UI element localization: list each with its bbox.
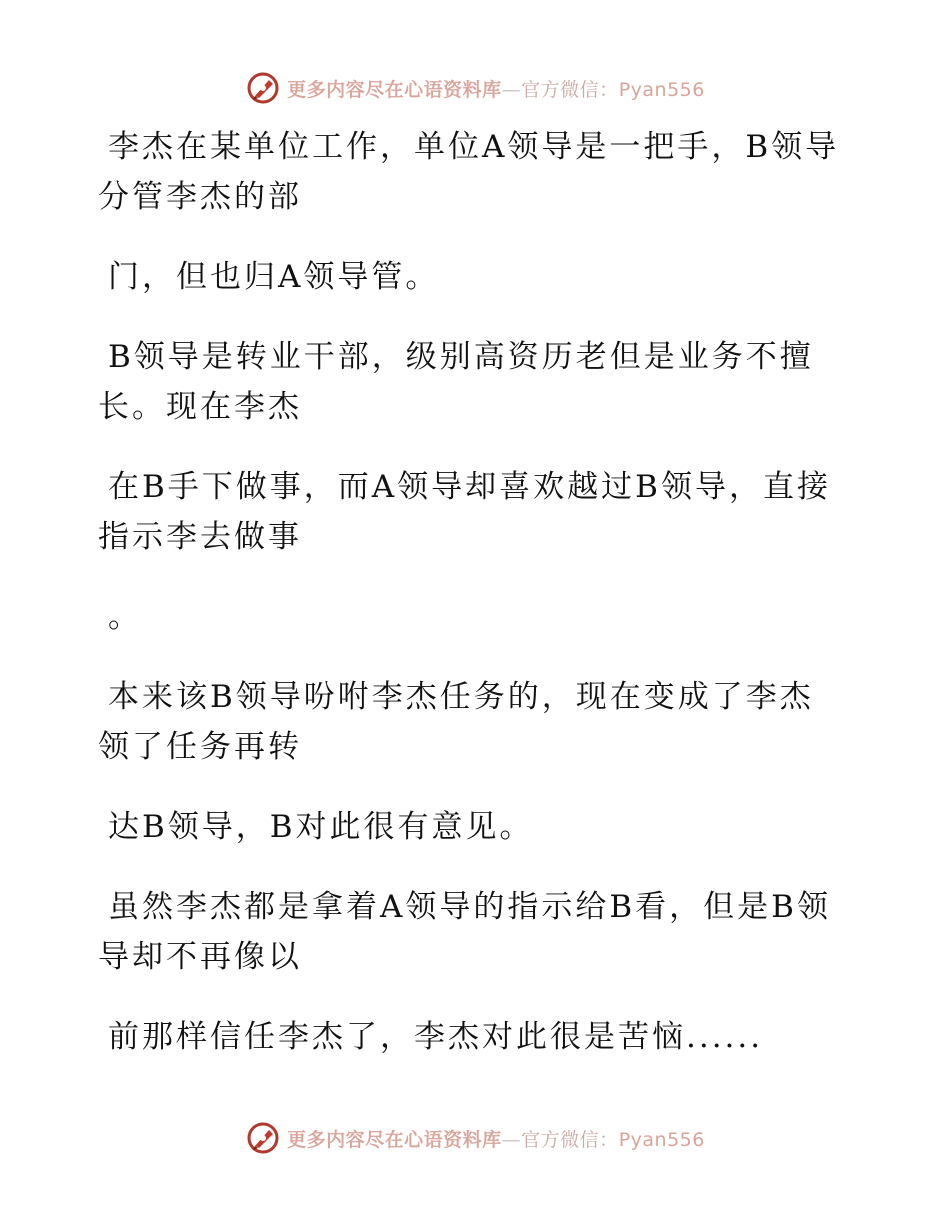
paragraph-line: 导却不再像以: [98, 939, 302, 975]
paragraph-line: 指示李去做事: [98, 519, 302, 555]
paragraph-2: [98, 252, 858, 302]
banner-dash: —: [501, 1128, 522, 1151]
paragraph-4: [98, 462, 858, 562]
banner-main-text: 更多内容尽在心语资料库: [287, 1128, 502, 1151]
banner-text: [287, 75, 705, 102]
paragraph-line: 李杰在某单位工作，单位A领导是一把手，B领导: [108, 129, 840, 165]
paragraph-line: 领了任务再转: [98, 729, 302, 765]
paragraph-line: 长。现在李杰: [98, 389, 302, 425]
paragraph-line: 。: [108, 599, 142, 635]
paragraph-line: 本来该B领导吩咐李杰任务的，现在变成了李杰: [108, 679, 814, 715]
paragraph-1: [98, 122, 858, 222]
banner-wechat-id: Pyan556: [618, 78, 705, 101]
banner-main-text: 更多内容尽在心语资料库: [287, 78, 502, 101]
pen-logo-icon: [245, 70, 281, 106]
paragraph-line: 前那样信任李杰了，李杰对此很是苦恼......: [108, 1019, 764, 1055]
document-body: [98, 122, 858, 1092]
paragraph-5: [98, 592, 858, 642]
header-banner: [0, 70, 950, 106]
paragraph-line: 虽然李杰都是拿着A领导的指示给B看，但是B领: [108, 889, 831, 925]
banner-wechat-id: Pyan556: [618, 1128, 705, 1151]
footer-banner: [0, 1120, 950, 1156]
banner-wechat-label: 官方微信：: [521, 78, 619, 101]
banner-text: [287, 1125, 705, 1152]
paragraph-line: 分管李杰的部: [98, 179, 302, 215]
paragraph-8: [98, 882, 858, 982]
paragraph-3: [98, 332, 858, 432]
paragraph-line: 门，但也归A领导管。: [108, 259, 440, 295]
pen-logo-icon: [245, 1120, 281, 1156]
paragraph-6: [98, 672, 858, 772]
paragraph-line: 在B手下做事，而A领导却喜欢越过B领导，直接: [108, 469, 831, 505]
paragraph-line: B领导是转业干部，级别高资历老但是业务不擅: [108, 339, 814, 375]
paragraph-7: [98, 802, 858, 852]
paragraph-9: [98, 1012, 858, 1062]
banner-dash: —: [501, 78, 522, 101]
paragraph-line: 达B领导，B对此很有意见。: [108, 809, 534, 845]
banner-wechat-label: 官方微信：: [521, 1128, 619, 1151]
